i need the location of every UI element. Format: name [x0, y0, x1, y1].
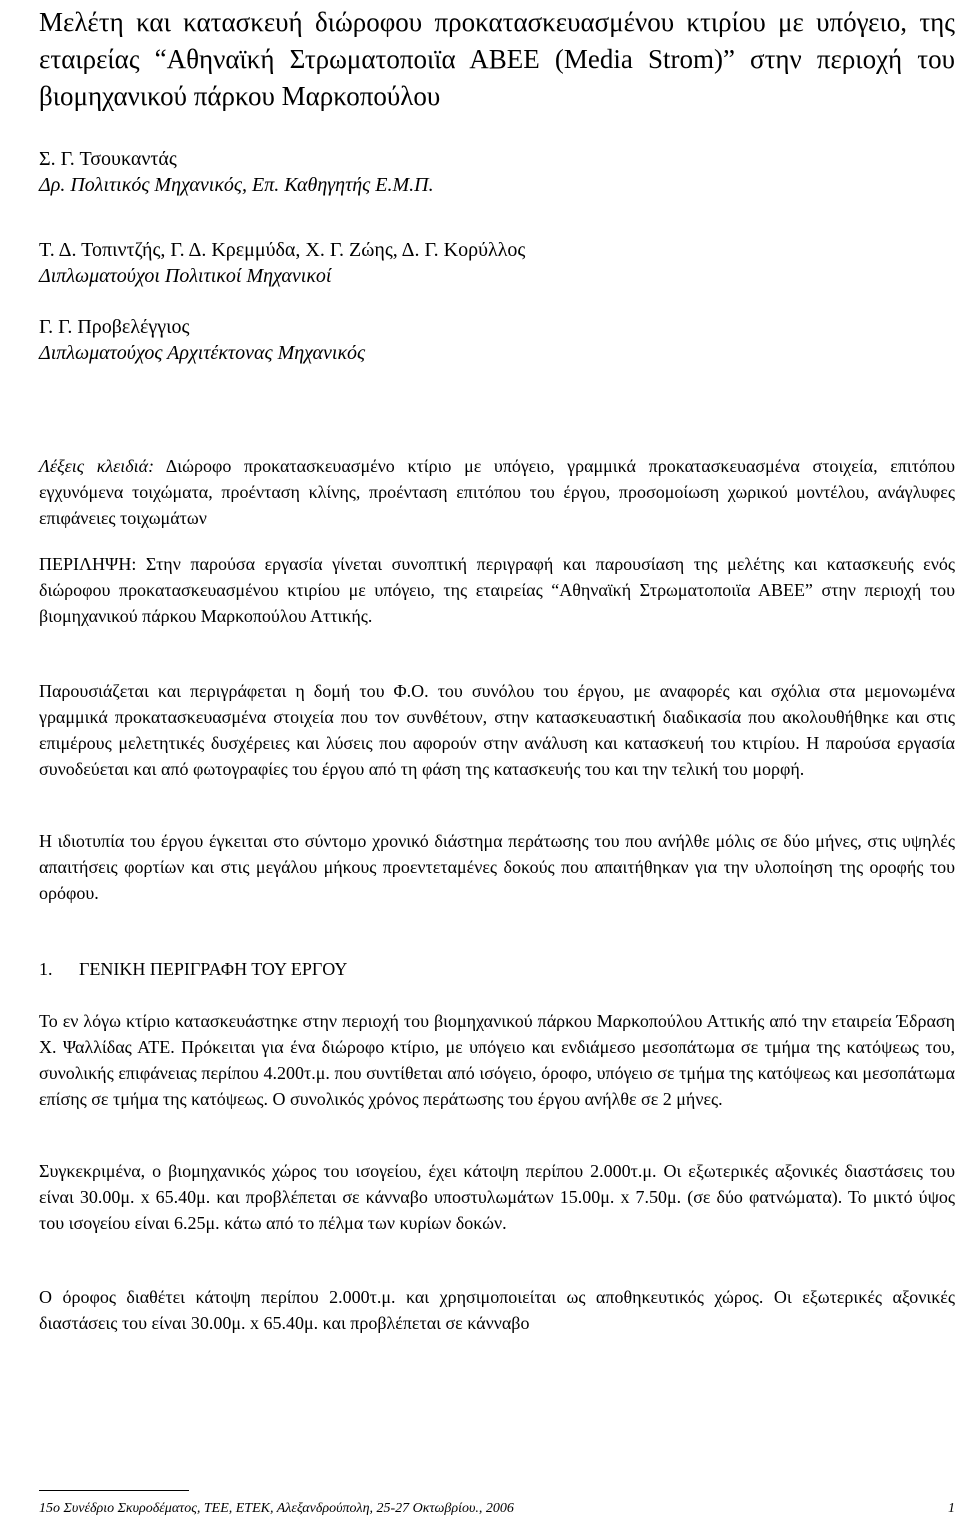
section-title: ΓΕΝΙΚΗ ΠΕΡΙΓΡΑΦΗ ΤΟΥ ΕΡΓΟΥ	[79, 959, 348, 979]
author-affiliation: Διπλωματούχοι Πολιτικοί Μηχανικοί	[39, 265, 332, 287]
author-group-2	[39, 237, 525, 289]
body-paragraph: Ο όροφος διαθέτει κάτοψη περίπου 2.000τ.μ. και χρησιμοποιείται ως αποθηκευτικός χώρος. Οι εξωτερικές αξονικές διαστάσεις του είναι 30.00μ. x 65.40μ. και προβλέπεται σε κάνναβο	[39, 1287, 955, 1333]
keywords-label: Λέξεις κλειδιά:	[39, 456, 155, 476]
abstract-paragraph: Η ιδιοτυπία του έργου έγκειται στο σύντομο χρονικό διάστημα περάτωσης του που ανήλθε μόλις σε δύο μήνες, στις υψηλές απαιτήσεις φορτίων και στις μεγάλου μήκους προεντεταμένες δοκούς που απαιτήθηκαν για την υλοποίηση της οροφής του ορόφου.	[39, 831, 955, 903]
paper-title: Μελέτη και κατασκευή διώροφου προκατασκευασμένου κτιρίου με υπόγειο, της εταιρείας “Αθηναϊκή Στρωματοποιϊα ΑΒΕΕ (Media Strom)” στην περιοχή του βιομηχανικού πάρκου Μαρκοπούλου	[39, 7, 955, 111]
page-footer	[39, 1500, 955, 1518]
body-paragraph: Συγκεκριμένα, ο βιομηχανικός χώρος του ισογείου, έχει κάτοψη περίπου 2.000τ.μ. Οι εξωτερικές αξονικές διαστάσεις του είναι 30.00μ. x 65.40μ. και προβλέπεται σε κάνναβο υποστυλωμάτων 15.00μ. x 7.50μ. (σε δύο φατνώματα). Το μικτό ύψος του ισογείου είναι 6.25μ. κάτω από το πέλμα των κυρίων δοκών.	[39, 1161, 955, 1233]
author-affiliation: Διπλωματούχος Αρχιτέκτονας Μηχανικός	[39, 342, 366, 364]
footer-rule	[39, 1490, 189, 1491]
author-name: Τ. Δ. Τοπιντζής, Γ. Δ. Κρεμμύδα, Χ. Γ. Ζώης, Δ. Γ. Κορύλλος	[39, 239, 526, 261]
keywords	[39, 453, 955, 531]
keywords-text: Διώροφο προκατασκευασμένο κτίριο με υπόγειο, γραμμικά προκατασκευασμένα στοιχεία, επιτόπου εγχυνόμενα τοιχώματα, προένταση κλίνης, προένταση επιτόπου του έργου, προσομοίωση χωρικού μοντέλου, ανάγλυφες επιφάνειες τοιχωμάτων	[39, 456, 955, 528]
abstract-paragraph: ΠΕΡΙΛΗΨΗ: Στην παρούσα εργασία γίνεται συνοπτική περιγραφή και παρουσίαση της μελέτης και κατασκευής ενός διώροφου προκατασκευασμένου κτιρίου με υπόγειο, της εταιρείας “Αθηναϊκή Στρωματοποιϊα ΑΒΕΕ” στην περιοχή του βιομηχανικού πάρκου Μαρκοπούλου Αττικής.	[39, 554, 955, 626]
author-group-1	[39, 146, 434, 198]
section-number: 1.	[39, 959, 53, 979]
page-number: 1	[948, 1501, 955, 1516]
author-group-3	[39, 314, 365, 366]
body-paragraph: Το εν λόγω κτίριο κατασκευάστηκε στην περιοχή του βιομηχανικού πάρκου Μαρκοπούλου Αττικής από την εταιρεία Έδραση Χ. Ψαλλίδας ΑΤΕ. Πρόκειται για ένα διώροφο κτίριο, με υπόγειο και ενδιάμεσο μεσοπάτωμα σε τμήμα της κατόψεως του, συνολικής επιφάνειας περίπου 4.200τ.μ. που συντίθεται από ισόγειο, όροφο, υπόγειο σε τμήμα της κατόψεως και μεσοπάτωμα επίσης σε τμήμα της κατόψεως. Ο συνολικός χρόνος περάτωσης του έργου ανήλθε σε 2 μήνες.	[39, 1011, 955, 1109]
author-affiliation: Δρ. Πολιτικός Μηχανικός, Επ. Καθηγητής Ε.Μ.Π.	[39, 174, 434, 196]
author-name: Γ. Γ. Προβελέγγιος	[39, 316, 190, 338]
section-heading	[39, 956, 347, 982]
footer-conference: 15ο Συνέδριο Σκυροδέματος, ΤΕΕ, ΕΤΕΚ, Αλεξανδρούπολη, 25-27 Οκτωβρίου., 2006	[39, 1501, 514, 1516]
author-name: Σ. Γ. Τσουκαντάς	[39, 148, 177, 170]
abstract-paragraph: Παρουσιάζεται και περιγράφεται η δομή του Φ.Ο. του συνόλου του έργου, με αναφορές και σχόλια στα μεμονωμένα γραμμικά προκατασκευασμένα στοιχεία που τον συνθέτουν, στην κατασκευαστική διαδικασία που ακολουθήθηκε και στις επιμέρους μελετητικές δυσχέρειες και λύσεις που αφορούν στην ανάλυση και κατασκευή του κτιρίου. Η παρούσα εργασία συνοδεύεται και από φωτογραφίες του έργου από τη φάση της κατασκευής του και την τελική του μορφή.	[39, 681, 955, 779]
